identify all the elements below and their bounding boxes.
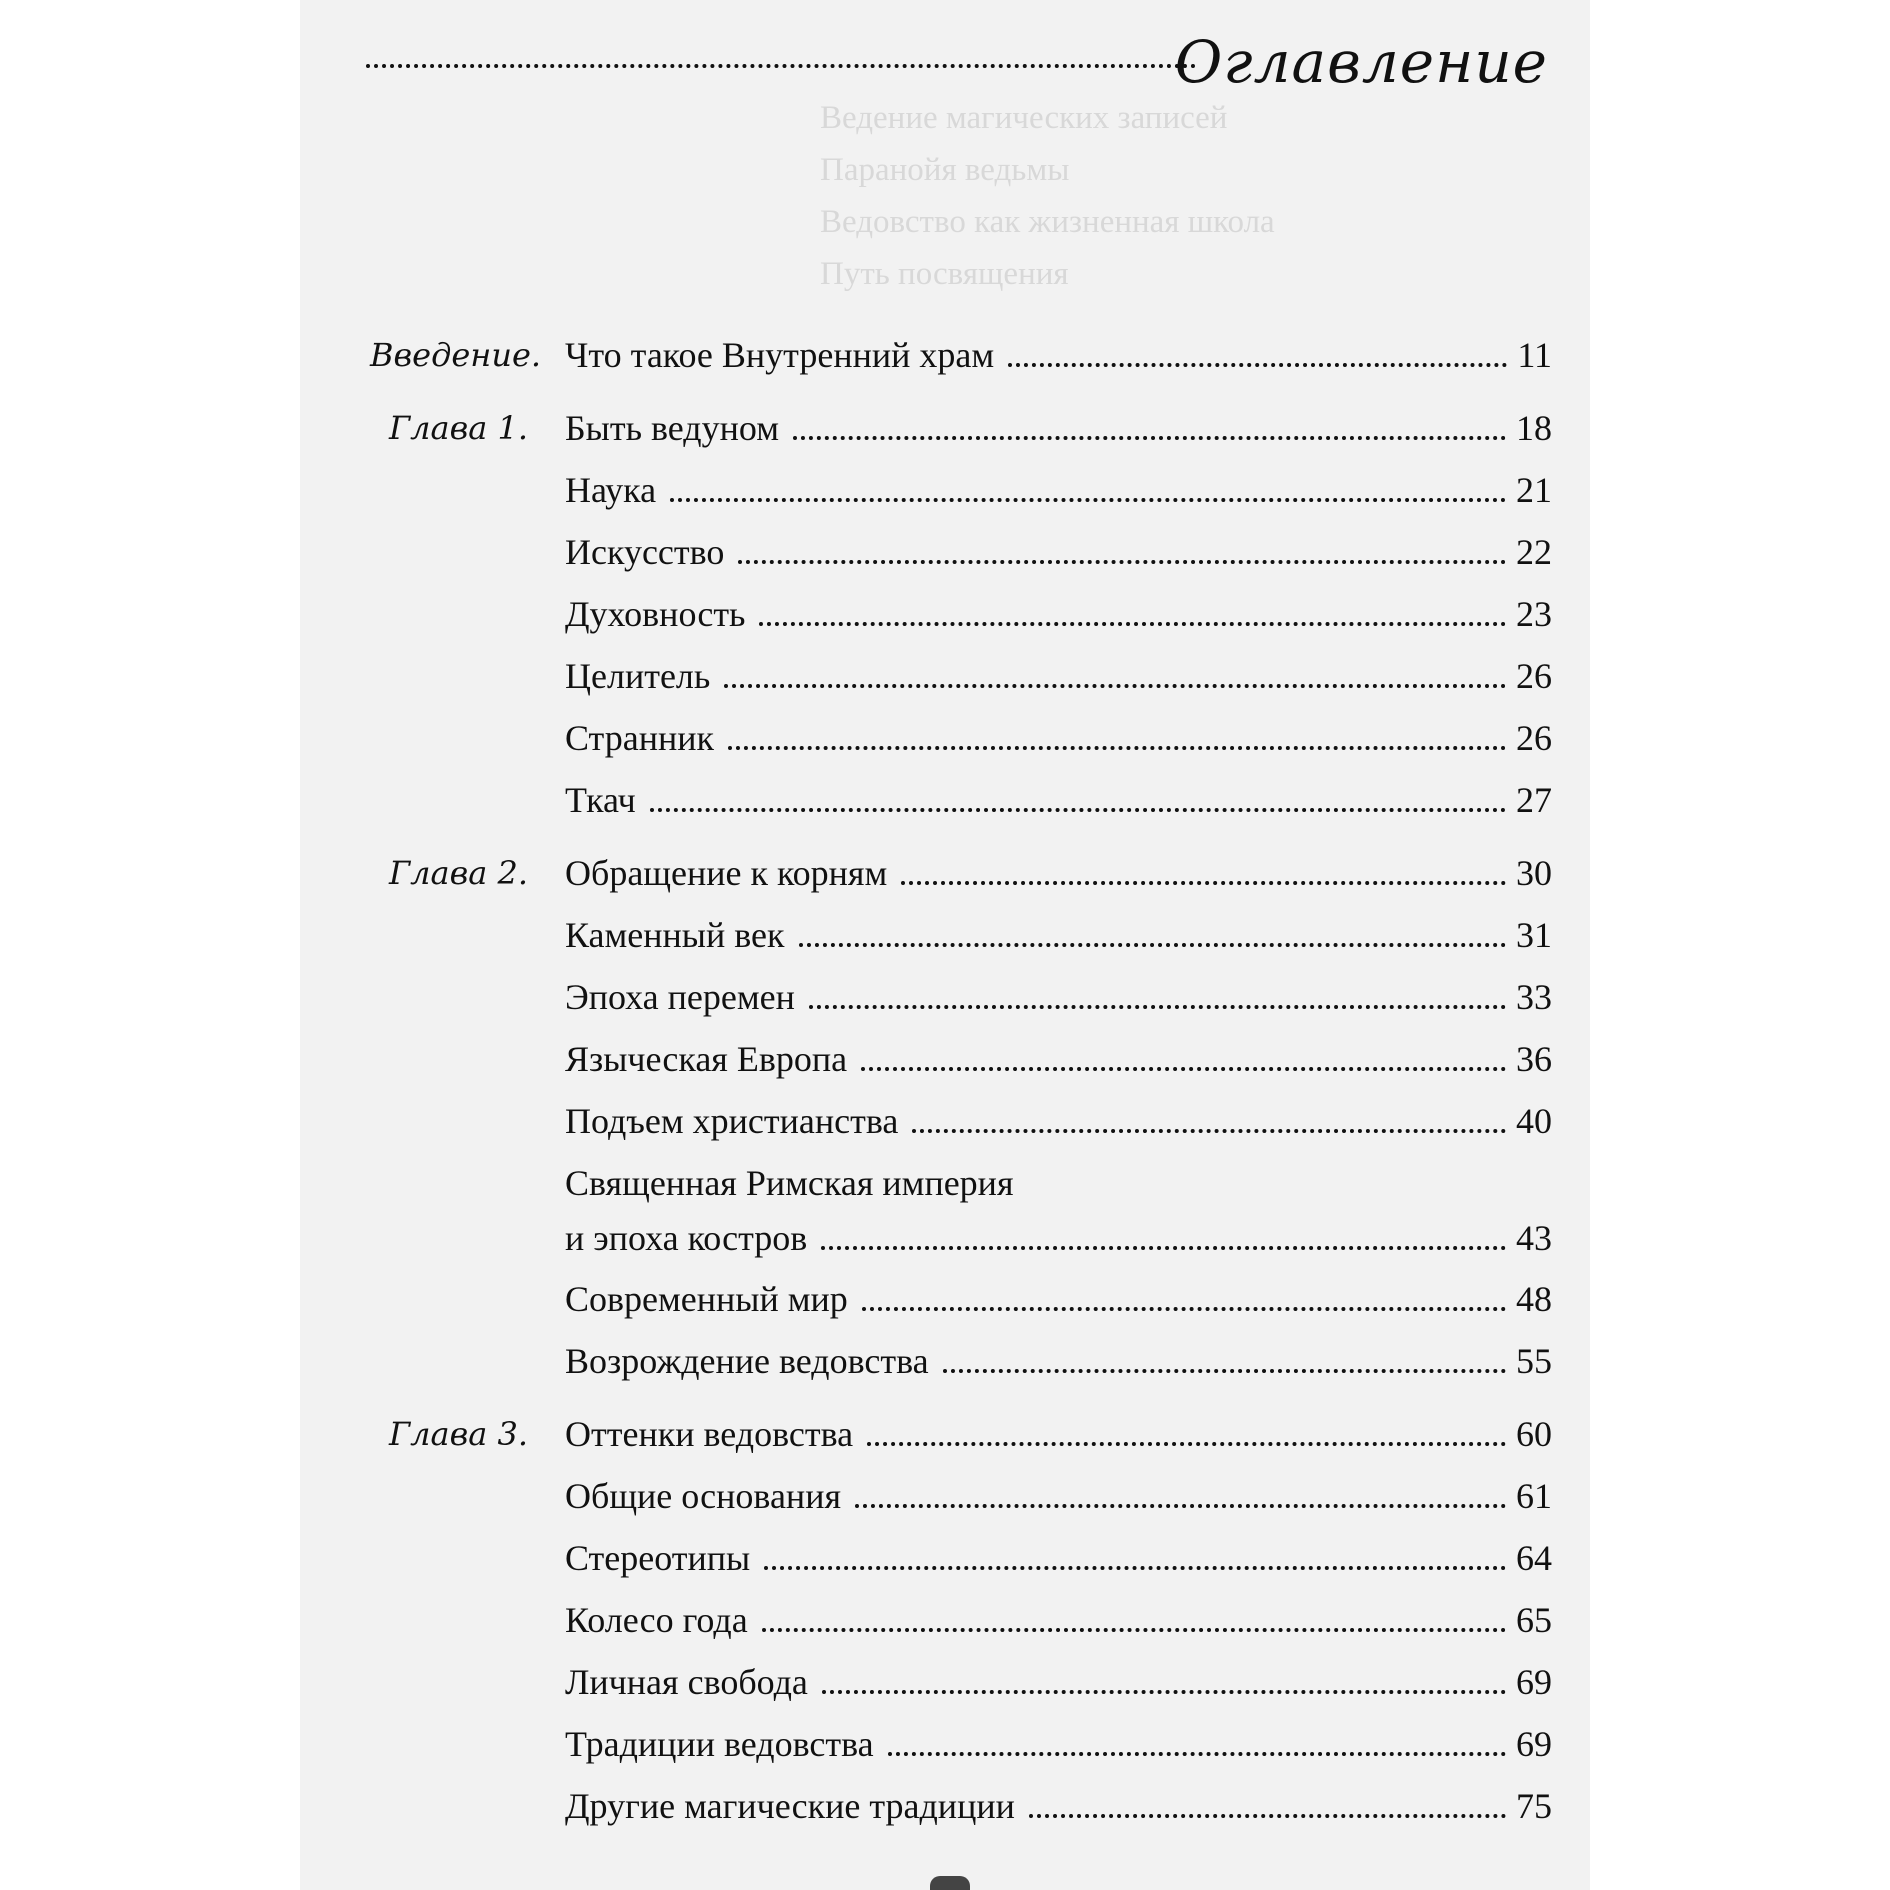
- toc-entry[interactable]: [300, 1661, 1590, 1713]
- page-number: 21: [1516, 470, 1552, 510]
- toc-entry[interactable]: [300, 1599, 1590, 1651]
- entry-title: Другие магические традиции: [565, 1786, 1015, 1826]
- entry-label: Введение.: [370, 336, 542, 374]
- entry-label: Глава 2.: [388, 854, 528, 892]
- leader-dots: [862, 1307, 1506, 1311]
- toc-entry[interactable]: [300, 593, 1590, 645]
- page-number: 65: [1516, 1600, 1552, 1640]
- toc-entry[interactable]: [300, 1162, 1590, 1266]
- leader-dots: [1029, 1814, 1506, 1818]
- page-number: 69: [1516, 1724, 1552, 1764]
- bleed-through-text: Путь посвящения: [820, 256, 1069, 292]
- entry-title: Колесо года: [565, 1600, 748, 1640]
- leader-dots: [1008, 363, 1507, 367]
- entry-title: Обращение к корням: [565, 853, 888, 893]
- toc-entry-chapter-3[interactable]: [300, 1413, 1590, 1465]
- page-number: 31: [1516, 915, 1552, 955]
- toc-entry[interactable]: [300, 1785, 1590, 1837]
- leader-dots: [855, 1504, 1506, 1508]
- page-number: 43: [1516, 1218, 1552, 1258]
- toc-entry[interactable]: [300, 976, 1590, 1028]
- leader-dots: [650, 808, 1506, 812]
- leader-dots: [809, 1005, 1506, 1009]
- toc-entry[interactable]: [300, 1100, 1590, 1152]
- leader-dots: [793, 436, 1506, 440]
- entry-title: Эпоха перемен: [565, 977, 795, 1017]
- leader-dots: [799, 943, 1506, 947]
- entry-label: Глава 3.: [388, 1415, 528, 1453]
- entry-title: Наука: [565, 470, 657, 510]
- toc-entry[interactable]: [300, 1340, 1590, 1392]
- leader-dots: [670, 498, 1506, 502]
- entry-title: Быть ведуном: [565, 408, 779, 448]
- leader-dots: [762, 1628, 1506, 1632]
- toc-entry[interactable]: [300, 1723, 1590, 1775]
- entry-title: Целитель: [565, 656, 711, 696]
- entry-title: Общие основания: [565, 1476, 842, 1516]
- toc-entry[interactable]: [300, 531, 1590, 583]
- page-number: 64: [1516, 1538, 1552, 1578]
- leader-dots: [738, 560, 1506, 564]
- leader-dots: [888, 1752, 1506, 1756]
- entry-title: Духовность: [565, 594, 746, 634]
- toc-entry[interactable]: [300, 469, 1590, 521]
- entry-title: Искусство: [565, 532, 725, 572]
- entry-title-line1: Священная Римская империя: [565, 1163, 1014, 1203]
- page-number: 18: [1516, 408, 1552, 448]
- entry-title: Языческая Европа: [565, 1039, 848, 1079]
- leader-dots: [821, 1246, 1506, 1250]
- page-number: 48: [1516, 1279, 1552, 1319]
- book-page: [300, 0, 1590, 1890]
- leader-dots: [822, 1690, 1506, 1694]
- page-number: 33: [1516, 977, 1552, 1017]
- entry-title: Странник: [565, 718, 714, 758]
- entry-title: Традиции ведовства: [565, 1724, 874, 1764]
- page-number: 69: [1516, 1662, 1552, 1702]
- page-number: 60: [1516, 1414, 1552, 1454]
- toc-entry[interactable]: [300, 1278, 1590, 1330]
- entry-title: Стереотипы: [565, 1538, 751, 1578]
- toc-entry[interactable]: [300, 779, 1590, 831]
- leader-dots: [901, 881, 1506, 885]
- entry-label: Глава 1.: [388, 409, 528, 447]
- entry-title: Что такое Внутренний храм: [565, 335, 995, 375]
- entry-title: Возрождение ведовства: [565, 1341, 929, 1381]
- entry-title: Ткач: [565, 780, 636, 820]
- leader-dots: [728, 746, 1506, 750]
- toc-entry[interactable]: [300, 1537, 1590, 1589]
- toc-entry-chapter-2[interactable]: [300, 852, 1590, 904]
- page-number: 30: [1516, 853, 1552, 893]
- toc-entry-introduction[interactable]: [300, 334, 1590, 386]
- leader-dots: [724, 684, 1506, 688]
- leader-dots: [764, 1566, 1506, 1570]
- toc-entry[interactable]: [300, 914, 1590, 966]
- leader-dots: [943, 1369, 1506, 1373]
- page-number: 36: [1516, 1039, 1552, 1079]
- page-number: 75: [1516, 1786, 1552, 1826]
- page-number: 23: [1516, 594, 1552, 634]
- entry-title: и эпоха костров: [565, 1218, 808, 1258]
- toc-entry[interactable]: [300, 1038, 1590, 1090]
- toc-entry[interactable]: [300, 1475, 1590, 1527]
- page-number: 40: [1516, 1101, 1552, 1141]
- leader-dots: [759, 622, 1506, 626]
- page-number: 55: [1516, 1341, 1552, 1381]
- page-number: 26: [1516, 718, 1552, 758]
- toc-entry[interactable]: [300, 717, 1590, 769]
- leader-dots: [912, 1129, 1506, 1133]
- page-title: Оглавление: [1174, 28, 1548, 96]
- page-folio-fragment: [930, 1876, 970, 1890]
- page-number: 27: [1516, 780, 1552, 820]
- entry-title: Современный мир: [565, 1279, 848, 1319]
- leader-dots: [867, 1442, 1506, 1446]
- bleed-through-text: Паранойя ведьмы: [820, 152, 1070, 188]
- bleed-through-text: Ведовство как жизненная школа: [820, 204, 1275, 240]
- page-number: 26: [1516, 656, 1552, 696]
- entry-title: Подъем христианства: [565, 1101, 899, 1141]
- toc-entry-chapter-1[interactable]: [300, 407, 1590, 459]
- bleed-through-text: Ведение магических записей: [820, 100, 1228, 136]
- entry-title: Каменный век: [565, 915, 785, 955]
- entry-title: Личная свобода: [565, 1662, 808, 1702]
- page-number: 11: [1517, 335, 1552, 375]
- leader-dots: [861, 1067, 1506, 1071]
- entry-title: Оттенки ведовства: [565, 1414, 854, 1454]
- page-number: 22: [1516, 532, 1552, 572]
- page-number: 61: [1516, 1476, 1552, 1516]
- toc-entry[interactable]: [300, 655, 1590, 707]
- header-dotted-rule: [366, 64, 1196, 68]
